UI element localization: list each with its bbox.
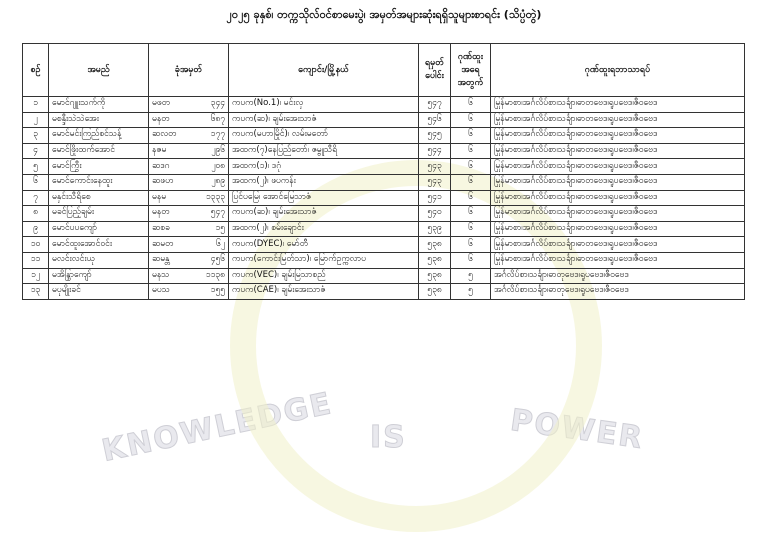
cell-name: မောင်ပပကျော် [49,221,149,237]
roll-prefix: မနတ [152,113,170,124]
cell-no: ၁၂ [23,268,49,284]
cell-school: ကပက(CAE)၊ ချမ်းအေးသာဇံ [229,284,419,300]
cell-no: ၁၁ [23,252,49,268]
cell-total: ၅၃၈ [419,252,451,268]
roll-number: ၁၅၅ [210,285,225,296]
table-row [23,284,745,300]
watermark-left: KNOWLEDGE [98,385,336,470]
roll-number: ၂၈၉ [211,176,225,187]
cell-no: ၃ [23,128,49,144]
roll-prefix: မနသ [152,269,170,280]
cell-total: ၅၄၆ [419,112,451,128]
header-school: ကျောင်း/မြို့နယ် [229,44,419,97]
cell-distinction-subjects: မြန်မာစာ၊အင်္ဂလိပ်စာ၊သင်္ချာ၊ဓာတုဗေဒ၊ရူပဗေဒ၊ဇီဝဗေဒ [491,206,745,222]
roll-number: ၂၀၈ [211,160,225,171]
header-total: ရမှတ် ပေါင်း [419,44,451,97]
table-row [23,237,745,253]
cell-distinction-count: ၆ [451,252,491,268]
cell-roll [149,174,229,190]
table-row [23,174,745,190]
cell-total: ၅၃၈ [419,284,451,300]
roll-number: ၅၄၇ [210,207,225,218]
cell-no: ၈ [23,206,49,222]
roll-prefix: ဆလတ [152,129,177,140]
cell-name: မောင်မင်းကြည်စင်သန့် [49,128,149,144]
cell-distinction-subjects: မြန်မာစာ၊အင်္ဂလိပ်စာ၊သင်္ချာ၊ဓာတုဗေဒ၊ရူပဗေဒ၊ဇီဝဗေဒ [491,190,745,206]
table-header-row [23,44,745,97]
cell-roll [149,221,229,237]
roll-prefix: ဆဖဟ [152,176,174,187]
cell-total: ၅၃၉ [419,221,451,237]
cell-distinction-count: ၆ [451,221,491,237]
cell-school: ပြင်ပမြေ၊ အောင်မြေသာဇံ [229,190,419,206]
table-row [23,268,745,284]
cell-roll [149,128,229,144]
cell-no: ၇ [23,190,49,206]
cell-name: မပုမျိုးခင် [49,284,149,300]
cell-roll [149,268,229,284]
header-roll: ခုံအမှတ် [149,44,229,97]
cell-distinction-count: ၆ [451,128,491,144]
page-title: ၂၀၂၅ ခုနှစ်၊ တက္ကသိုလ်ဝင်စာမေးပွဲ၊ အမှတ်အများဆုံးရရှိသူများစာရင်း (သိပ္ပံတွဲ) [226,8,542,21]
header-no: စဉ် [23,44,49,97]
table-row [23,206,745,222]
cell-total: ၅၄၃ [419,174,451,190]
table-row [23,252,745,268]
cell-total: ၅၄၄ [419,143,451,159]
cell-total: ၅၄၇ [419,97,451,113]
header-distinction-count: ဂုဏ်ထူး အရေ အတွက် [451,44,491,97]
cell-roll [149,97,229,113]
cell-no: ၉ [23,221,49,237]
watermark-right: POWER [508,402,646,457]
table-row [23,143,745,159]
cell-total: ၅၄၀ [419,206,451,222]
roll-prefix: မပသ [152,285,170,296]
cell-name: မနှင်းသီရိစေ [49,190,149,206]
cell-name: မောင်ထူးအောင်ဝင်း [49,237,149,253]
cell-no: ၄ [23,143,49,159]
cell-total: ၅၄၅ [419,128,451,144]
cell-roll [149,284,229,300]
cell-roll [149,252,229,268]
roll-number: ၃၄၄ [210,98,225,109]
roll-number: ၄၅၆ [210,254,225,265]
roll-prefix: မနမ [152,191,167,202]
cell-school: ကပက(မဟာမြိုင်)၊ လမ်းမတော် [229,128,419,144]
cell-name: မောင်ကောင်းနေထူး [49,174,149,190]
cell-distinction-subjects: အင်္ဂလိပ်စာ၊သင်္ချာ၊ဓာတုဗေဒ၊ရူပဗေဒ၊ဇီဝဗေဒ [491,268,745,284]
roll-number: ၁၅ [215,223,225,234]
roll-prefix: နဇမ [152,145,167,156]
cell-distinction-count: ၅ [451,268,491,284]
cell-distinction-count: ၆ [451,206,491,222]
cell-total: ၅၄၃ [419,159,451,175]
cell-name: မစန္ဒီးသဲသဲအေး [49,112,149,128]
table-row [23,190,745,206]
header-distinction-subjects: ဂုဏ်ထူးရဘာသာရပ် [491,44,745,97]
cell-school: အထက(၂)၊ စမ်းချောင်း [229,221,419,237]
roll-prefix: မနတ [152,207,170,218]
cell-distinction-subjects: မြန်မာစာ၊အင်္ဂလိပ်စာ၊သင်္ချာ၊ဓာတုဗေဒ၊ရူပဗေဒ၊ဇီဝဗေဒ [491,143,745,159]
cell-roll [149,159,229,175]
results-table [22,43,745,300]
cell-distinction-subjects: မြန်မာစာ၊အင်္ဂလိပ်စာ၊သင်္ချာ၊ဓာတုဗေဒ၊ရူပဗေဒ၊ဇီဝဗေဒ [491,128,745,144]
cell-no: ၅ [23,159,49,175]
cell-distinction-subjects: မြန်မာစာ၊အင်္ဂလိပ်စာ၊သင်္ချာ၊ဓာတုဗေဒ၊ရူပဗေဒ၊ဇီဝဗေဒ [491,221,745,237]
table-row [23,159,745,175]
table-row [23,112,745,128]
roll-number: ၁၁၃၈ [205,269,225,280]
roll-number: ၁၃၃၃ [205,191,225,202]
cell-school: အထက(၁)၊ ဒဂုံ [229,159,419,175]
cell-roll [149,206,229,222]
cell-distinction-subjects: မြန်မာစာ၊အင်္ဂလိပ်စာ၊သင်္ချာ၊ဓာတုဗေဒ၊ရူပဗေဒ၊ဇီဝဗေဒ [491,97,745,113]
cell-distinction-subjects: မြန်မာစာ၊အင်္ဂလိပ်စာ၊သင်္ချာ၊ဓာတုဗေဒ၊ရူပဗေဒ၊ဇီဝဗေဒ [491,237,745,253]
cell-distinction-count: ၆ [451,190,491,206]
table-row [23,221,745,237]
roll-prefix: ဆဒဂ [152,160,170,171]
roll-prefix: ဆစခ [152,223,170,234]
cell-roll [149,112,229,128]
cell-distinction-subjects: အင်္ဂလိပ်စာ၊သင်္ချာ၊ဓာတုဗေဒ၊ရူပဗေဒ၊ဇီဝဗေဒ [491,284,745,300]
roll-prefix: ဆမတ [152,238,174,249]
cell-school: အထက(၂)၊ ဖပကန်း [229,174,419,190]
cell-name: မောင်ဂျူးသက်ကို [49,97,149,113]
roll-number: ၂၉၆ [211,145,225,156]
cell-name: မလင်းလင်းယု [49,252,149,268]
cell-total: ၅၃၈ [419,268,451,284]
cell-no: ၁၀ [23,237,49,253]
cell-school: ကပက(ကောင်းမြတ်သာ)၊ မြောက်ဥက္ကလာပ [229,252,419,268]
roll-number: ၁၇၇ [210,129,225,140]
roll-prefix: မဖတ [152,98,170,109]
cell-name: မောင်ဖြိုးထက်အောင် [49,143,149,159]
cell-distinction-subjects: မြန်မာစာ၊အင်္ဂလိပ်စာ၊သင်္ချာ၊ဓာတုဗေဒ၊ရူပဗေဒ၊ဇီဝဗေဒ [491,252,745,268]
cell-distinction-subjects: မြန်မာစာ၊အင်္ဂလိပ်စာ၊သင်္ချာ၊ဓာတုဗေဒ၊ရူပဗေဒ၊ဇီဝဗေဒ [491,174,745,190]
cell-distinction-count: ၆ [451,174,491,190]
cell-no: ၂ [23,112,49,128]
cell-roll [149,190,229,206]
watermark-middle: IS [370,420,407,455]
cell-roll [149,237,229,253]
cell-no: ၁၃ [23,284,49,300]
cell-total: ၅၄၁ [419,190,451,206]
table-row [23,97,745,113]
roll-number: ၆၈၇ [210,113,225,124]
header-name: အမည် [49,44,149,97]
cell-distinction-count: ၆ [451,159,491,175]
cell-no: ၁ [23,97,49,113]
cell-school: ကပက(DYEC)၊ မော်တီ [229,237,419,253]
cell-school: ကပက(VEC)၊ ချမ်းမြသာစည် [229,268,419,284]
cell-distinction-count: ၆ [451,97,491,113]
cell-distinction-count: ၆ [451,143,491,159]
cell-school: ကပက(ဆ)၊ ချမ်းအေးသာဇံ [229,112,419,128]
cell-name: မခင်ပြည့်ချမ်း [49,206,149,222]
cell-name: မအိန္ဒြာကျော် [49,268,149,284]
cell-roll [149,143,229,159]
roll-prefix: ဆမန္တ [152,254,170,265]
cell-no: ၆ [23,174,49,190]
cell-school: ကပက(No.1)၊ မင်းလှ [229,97,419,113]
cell-distinction-count: ၆ [451,112,491,128]
table-row [23,128,745,144]
cell-name: မောင်ကြွီး [49,159,149,175]
cell-school: ကပက(ဆ)၊ ချမ်းအေးသာဇံ [229,206,419,222]
cell-distinction-count: ၅ [451,284,491,300]
cell-school: အထက(၇)နေပြည်တော်၊ ဇမ္ဗူသီရိ [229,143,419,159]
cell-distinction-subjects: မြန်မာစာ၊အင်္ဂလိပ်စာ၊သင်္ချာ၊ဓာတုဗေဒ၊ရူပဗေဒ၊ဇီဝဗေဒ [491,112,745,128]
cell-distinction-subjects: မြန်မာစာ၊အင်္ဂလိပ်စာ၊သင်္ချာ၊ဓာတုဗေဒ၊ရူပဗေဒ၊ဇီဝဗေဒ [491,159,745,175]
roll-number: ၆၂ [216,238,225,249]
cell-total: ၅၃၈ [419,237,451,253]
cell-distinction-count: ၆ [451,237,491,253]
